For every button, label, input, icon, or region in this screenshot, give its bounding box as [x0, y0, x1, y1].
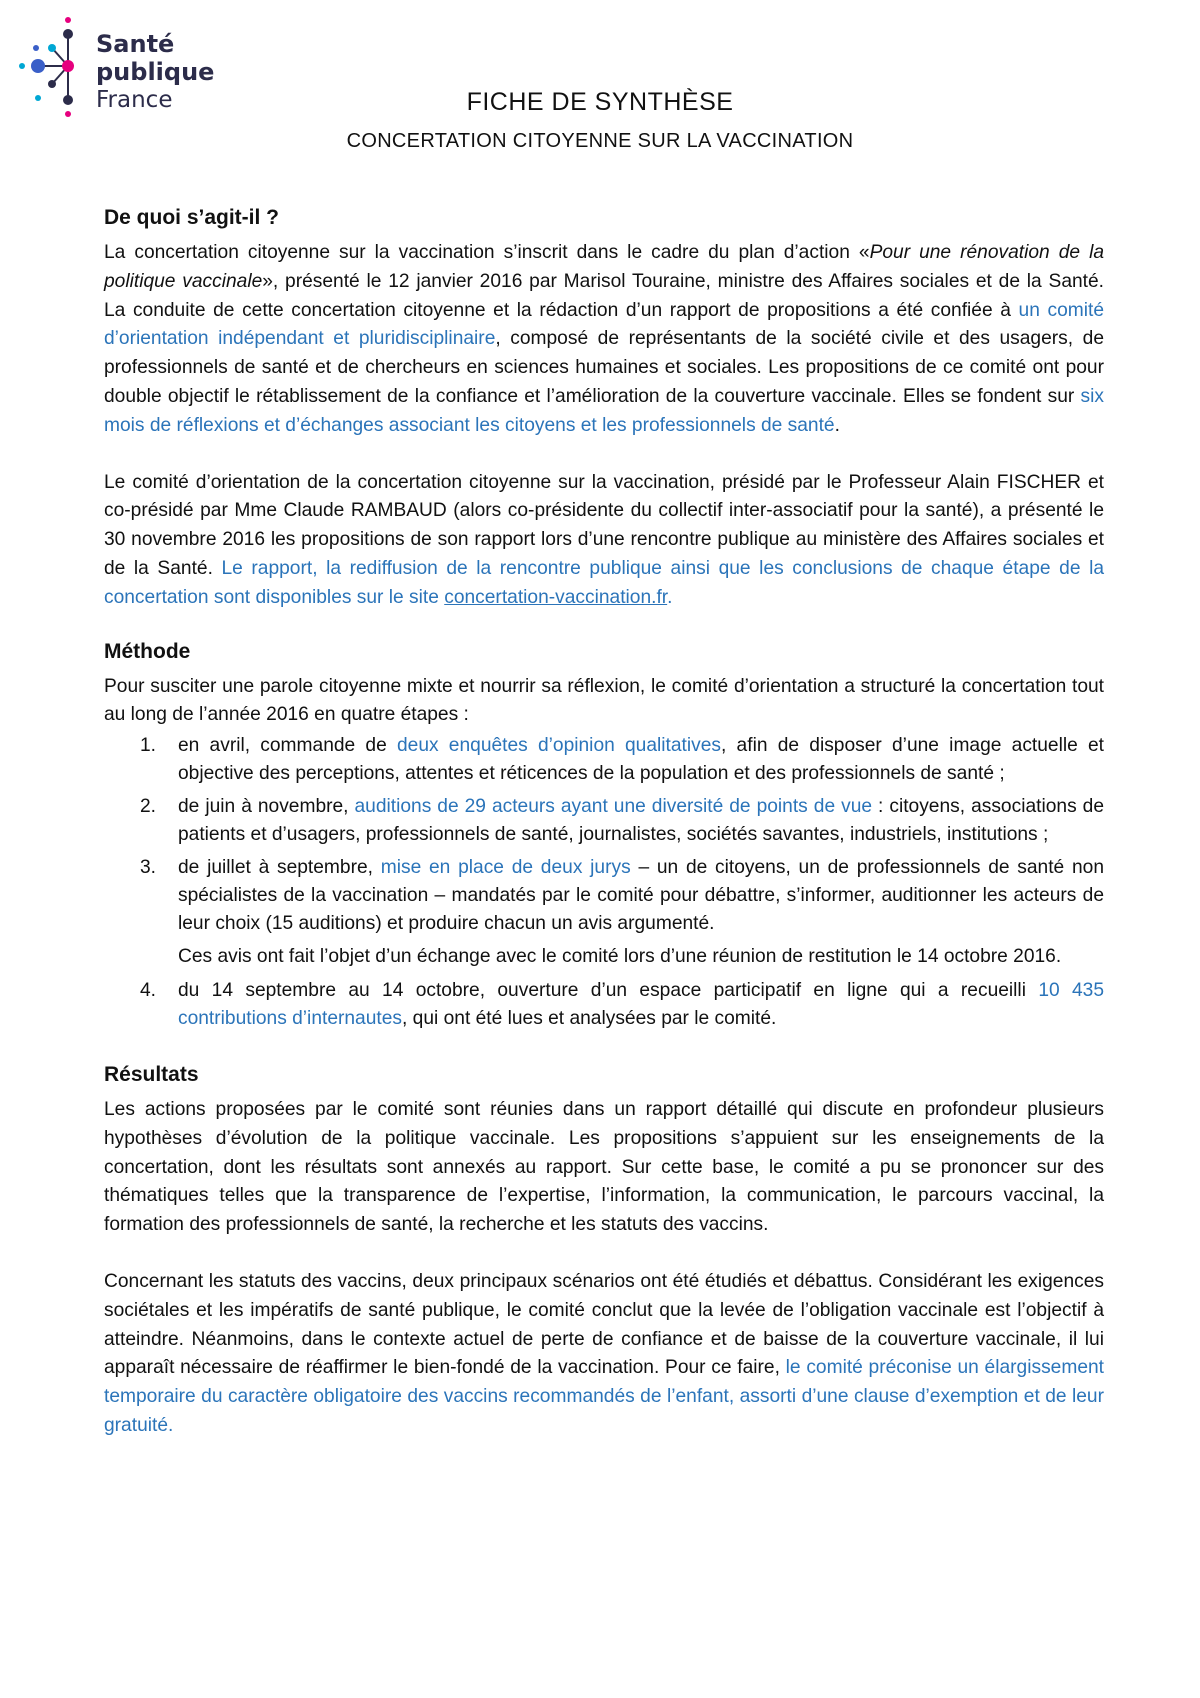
logo-line-1: Santé: [96, 30, 175, 58]
list-number: 2.: [140, 796, 157, 818]
methode-steps-list: [104, 732, 1104, 1033]
text-span: Concernant les statuts des vaccins, deux principaux scénarios ont été étudiés et débattus. Considérant les exigences sociétales et les impératifs de santé publique, le comité conclut que la levée de l’obligation vaccinale est l’objectif à atteindre. Néanmoins, dans le contexte actuel de perte de confiance et de baisse de la couverture vaccinale, il lui apparaît nécessaire de réaffirmer le bien-fondé de la vaccination. Pour ce faire,: [104, 1270, 1104, 1379]
highlight-six-mois: six mois de réflexions et d’échanges associant les citoyens et les professionnels de santé: [104, 385, 1104, 436]
text-span: , qui ont été lues et analysées par le comité.: [402, 1007, 777, 1029]
text-span: en avril, commande de: [178, 735, 397, 757]
list-item-note: Ces avis ont fait l’objet d’un échange avec le comité lors d’une réunion de restitution le 14 octobre 2016.: [178, 946, 1062, 968]
resultats-paragraph-1: Les actions proposées par le comité sont réunies dans un rapport détaillé qui discute en profondeur plusieurs hypothèses d’évolution de la politique vaccinale. Les propositions s’appuient sur les enseignements de la concertation, dont les résultats sont annexés au rapport. Sur cette base, le comité a pu se prononcer sur des thématiques telles que la transparence de l’expertise, l’information, la communication, le parcours vaccinal, la formation des professionnels de santé, la recherche et les statuts des vaccins.: [104, 1098, 1104, 1236]
list-item: [104, 732, 1104, 788]
highlight-preconisation: le comité préconise un élargissement temporaire du caractère obligatoire des vaccins recommandés de l’enfant, assorti d’une clause d’exemption et de leur gratuité: [104, 1357, 1104, 1436]
methode-intro: Pour susciter une parole citoyenne mixte et nourrir sa réflexion, le comité d’orientation a structuré la concertation tout au long de l’année 2016 en quatre étapes :: [104, 675, 1104, 726]
text-span: , composé de représentants de la société civile et des usagers, de professionnels de santé et de chercheurs en sciences humaines et sociales. Les propositions de ce comité ont pour double objectif le rétablissement de la confiance et l’amélioration de la couverture vaccinale. Elles se fondent sur: [104, 328, 1104, 407]
list-number: 3.: [140, 857, 157, 879]
text-span: , afin de disposer d’une image actuelle et objective des perceptions, attentes et réticences de la population et des professionnels de santé ;: [178, 735, 1105, 785]
document-body: [104, 203, 1104, 1441]
text-span: La concertation citoyenne sur la vaccination s’inscrit dans le cadre du plan d’action «: [104, 242, 870, 263]
text-span: .: [667, 586, 673, 608]
list-item: [104, 977, 1104, 1033]
text-span: du 14 septembre au 14 octobre, ouverture d’un espace participatif en ligne qui a recueilli: [178, 979, 1039, 1001]
text-span: de juin à novembre,: [178, 796, 355, 818]
italic-plan-title: Pour une rénovation de la politique vaccinale: [104, 242, 1104, 292]
text-span: : citoyens, associations de patients et d’usagers, professionnels de santé, journalistes, sociétés savantes, industriels, institutions ;: [178, 796, 1104, 846]
highlight-step: mise en place de deux jurys: [380, 857, 631, 879]
list-item: [104, 854, 1104, 972]
list-number: 1.: [140, 735, 157, 757]
concertation-vaccination-link[interactable]: concertation-vaccination.fr: [444, 586, 668, 608]
section-heading-de-quoi: De quoi s’agit-il ?: [104, 206, 280, 229]
highlight-step: 10 435 contributions d’internautes: [178, 979, 1105, 1029]
section1-paragraph-1: [104, 239, 1104, 441]
resultats-paragraph-2: [104, 1268, 1104, 1441]
list-number: 4.: [140, 979, 157, 1001]
logo-line-2: publique: [96, 58, 215, 86]
section1-paragraph-2: [104, 469, 1104, 613]
text-span: Le rapport, la rediffusion de la rencontre publique ainsi que les conclusions de chaque étape de la concertation sont disponibles sur le site: [104, 557, 1105, 608]
highlight-rapport: [104, 558, 1104, 608]
document-title: FICHE DE SYNTHÈSE: [466, 88, 734, 116]
text-span: Le comité d’orientation de la concertation citoyenne sur la vaccination, présidé par le Professeur Alain FISCHER et co-présidé par Mme Claude RAMBAUD (alors co-présidente du collectif inter-associatif pour la santé), a présenté le 30 novembre 2016 les propositions de son rapport lors d’une rencontre publique au ministère des Affaires sociales et de la Santé.: [104, 471, 1104, 579]
document-subtitle: CONCERTATION CITOYENNE SUR LA VACCINATION: [346, 130, 854, 152]
text-span: », présenté le 12 janvier 2016 par Marisol Touraine, ministre des Affaires sociales et de la Santé. La conduite de cette concertation citoyenne et la rédaction d’un rapport de propositions a été confiée à: [104, 270, 1104, 321]
text-span: – un de citoyens, un de professionnels de santé non spécialistes de la vaccination – mandatés par le comité pour débattre, s’informer, auditionner les acteurs de leur choix (15 auditions) et produire chacun un avis argumenté.: [178, 857, 1104, 935]
text-span: .: [168, 1414, 174, 1436]
highlight-comite: un comité d’orientation indépendant et pluridisciplinaire: [104, 299, 1104, 350]
text-span: .: [834, 414, 840, 436]
highlight-step: auditions de 29 acteurs ayant une diversité de points de vue: [354, 796, 873, 818]
list-item: [104, 793, 1104, 849]
logo-line-3: France: [96, 87, 173, 113]
section-heading-methode: Méthode: [104, 639, 191, 663]
text-span: de juillet à septembre,: [178, 857, 381, 879]
highlight-step: deux enquêtes d’opinion qualitatives: [396, 735, 722, 757]
section-heading-resultats: Résultats: [104, 1062, 199, 1086]
